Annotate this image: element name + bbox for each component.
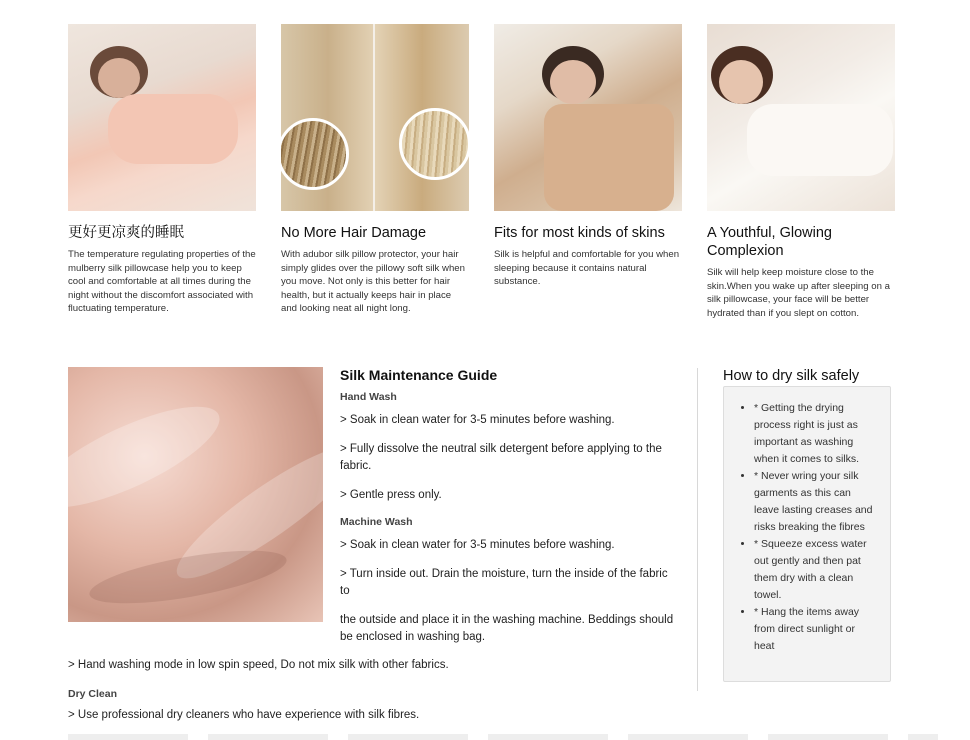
hair-comparison-image	[281, 24, 469, 211]
dry-clean-heading: Dry Clean	[68, 688, 118, 700]
hand-wash-heading: Hand Wash	[340, 391, 397, 403]
woman-hugging-pillow-image	[494, 24, 682, 211]
feature-description: Silk is helpful and comfortable for you when sleeping because it contains natural substance.	[494, 249, 680, 288]
machine-wash-step: the outside and place it in the washing machine. Beddings should be enclosed in washing bag.	[340, 614, 674, 643]
feature-title: No More Hair Damage	[281, 225, 427, 241]
maintenance-title: Silk Maintenance Guide	[340, 367, 498, 383]
pink-silk-fabric-image	[68, 367, 323, 622]
damaged-hair-closeup	[281, 118, 349, 190]
feature-title: 更好更凉爽的睡眠	[68, 225, 184, 241]
drying-tip: • * Getting the drying process right is just as important as washing when it comes to silks.	[754, 400, 878, 468]
hand-wash-step: > Fully dissolve the neutral silk detergent before applying to the fabric.	[340, 443, 662, 472]
dry-clean-step-wrap	[68, 707, 688, 724]
woman-on-silk-pillow-image	[68, 24, 256, 211]
feature-description: With adubor silk pillow protector, your hair simply glides over the pillowy soft silk when you move. Not only is this better for hair health, but it actually keeps hair in place and looking neat all night long.	[281, 249, 465, 315]
dry-clean-heading-wrap	[68, 688, 688, 700]
hand-wash-step: > Gentle press only.	[340, 489, 442, 501]
split-divider	[373, 24, 375, 211]
smooth-hair-closeup	[399, 108, 469, 180]
machine-wash-step-wide	[68, 657, 688, 674]
drying-tips-list	[724, 387, 890, 655]
feature-description: Silk will help keep moisture close to the skin.When you wake up after sleeping on a silk pillowcase, your face will be better hydrated than if you slept on cotton.	[707, 267, 890, 319]
feature-card-hair	[281, 24, 469, 316]
machine-wash-heading: Machine Wash	[340, 516, 413, 528]
feature-title: A Youthful, Glowing Complexion	[707, 225, 832, 259]
drying-tips-box	[723, 386, 891, 682]
hand-wash-step: > Soak in clean water for 3-5 minutes before washing.	[340, 414, 615, 426]
machine-wash-step: > Hand washing mode in low spin speed, Do not mix silk with other fabrics.	[68, 659, 449, 671]
drying-tip: • * Squeeze excess water out gently and then pat them dry with a clean towel.	[754, 536, 878, 604]
dry-clean-step: > Use professional dry cleaners who have experience with silk fibres.	[68, 709, 420, 721]
feature-card-sleep	[68, 24, 256, 316]
bottom-image-strip	[68, 734, 938, 740]
maintenance-guide	[340, 367, 680, 658]
drying-tip: • * Never wring your silk garments as this can leave lasting creases and risks breaking the fibres	[754, 468, 878, 536]
feature-card-complexion	[707, 24, 895, 320]
woman-lying-on-bed-image	[707, 24, 895, 211]
machine-wash-step: > Soak in clean water for 3-5 minutes before washing.	[340, 539, 615, 551]
feature-card-skin	[494, 24, 682, 289]
machine-wash-step: > Turn inside out. Drain the moisture, turn the inside of the fabric to	[340, 568, 668, 597]
drying-title: How to dry silk safely	[723, 368, 860, 384]
feature-title: Fits for most kinds of skins	[494, 225, 665, 241]
vertical-divider	[697, 368, 698, 691]
feature-description: The temperature regulating properties of the mulberry silk pillowcase help you to keep cool and comfortable at all times during the night without the discomfort associated with fluctuating temperature.	[68, 249, 256, 315]
drying-tip: • * Hang the items away from direct sunlight or heat	[754, 604, 878, 655]
